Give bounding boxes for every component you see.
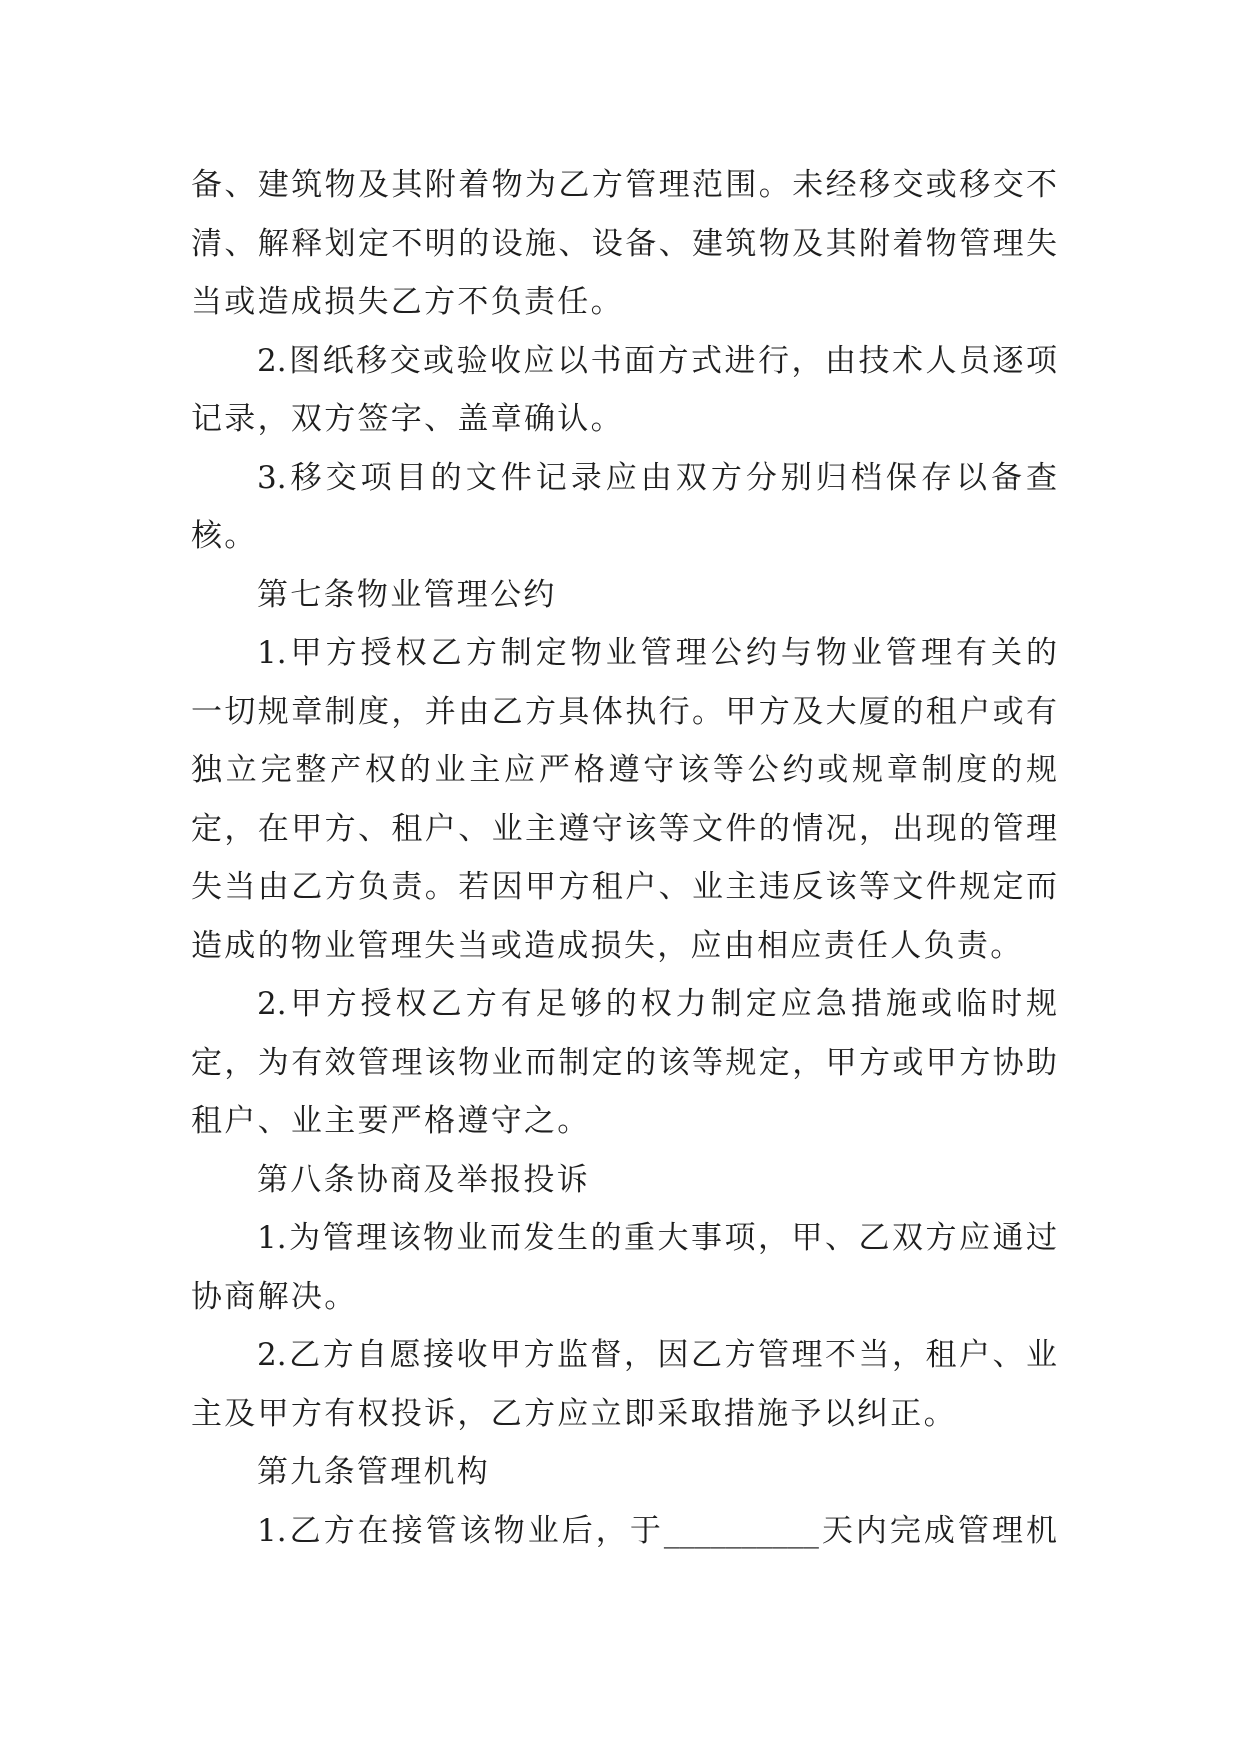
text-line: 造成的物业管理失当或造成损失，应由相应责任人负责。: [191, 927, 1024, 964]
text-line: 一切规章制度，并由乙方具体执行。甲方及大厦的租户或有: [191, 693, 1057, 730]
text-line: 租户、业主要严格遵守之。: [191, 1103, 591, 1139]
list-item-text: 1.乙方在接管该物业后，于__________天内完成管理机: [257, 1512, 1057, 1549]
list-item-text: 3.移交项目的文件记录应由双方分别归档保存以备查: [257, 459, 1057, 496]
text-line: 清、解释划定不明的设施、设备、建筑物及其附着物管理失: [191, 225, 1057, 262]
text-line: 备、建筑物及其附着物为乙方管理范围。未经移交或移交不: [191, 167, 1057, 203]
text-line: 失当由乙方负责。若因甲方租户、业主违反该等文件规定而: [191, 869, 1057, 905]
section-heading: 第八条协商及举报投诉: [257, 1161, 590, 1198]
list-item-text: 2.甲方授权乙方有足够的权力制定应急措施或临时规: [257, 986, 1057, 1022]
text-line: 核。: [191, 518, 258, 554]
text-line: 独立完整产权的业主应严格遵守该等公约或规章制度的规: [191, 752, 1057, 788]
text-line: 记录，双方签字、盖章确认。: [191, 401, 624, 437]
list-item-text: 1.为管理该物业而发生的重大事项，甲、乙双方应通过: [257, 1220, 1057, 1256]
text-line: 主及甲方有权投诉，乙方应立即采取措施予以纠正。: [191, 1395, 957, 1432]
document-body: [191, 156, 1057, 1560]
list-item-text: 1.甲方授权乙方制定物业管理公约与物业管理有关的: [257, 635, 1057, 671]
list-item-text: 2.乙方自愿接收甲方监督，因乙方管理不当，租户、业: [257, 1337, 1057, 1373]
list-item-text: 2.图纸移交或验收应以书面方式进行，由技术人员逐项: [257, 342, 1057, 379]
text-line: 定，在甲方、租户、业主遵守该等文件的情况，出现的管理: [191, 810, 1057, 847]
section-heading: 第七条物业管理公约: [257, 576, 557, 613]
text-line: 协商解决。: [191, 1278, 358, 1315]
section-heading: 第九条管理机构: [257, 1454, 491, 1490]
text-line: 定，为有效管理该物业而制定的该等规定，甲方或甲方协助: [191, 1044, 1057, 1081]
text-line: 当或造成损失乙方不负责任。: [191, 284, 624, 320]
